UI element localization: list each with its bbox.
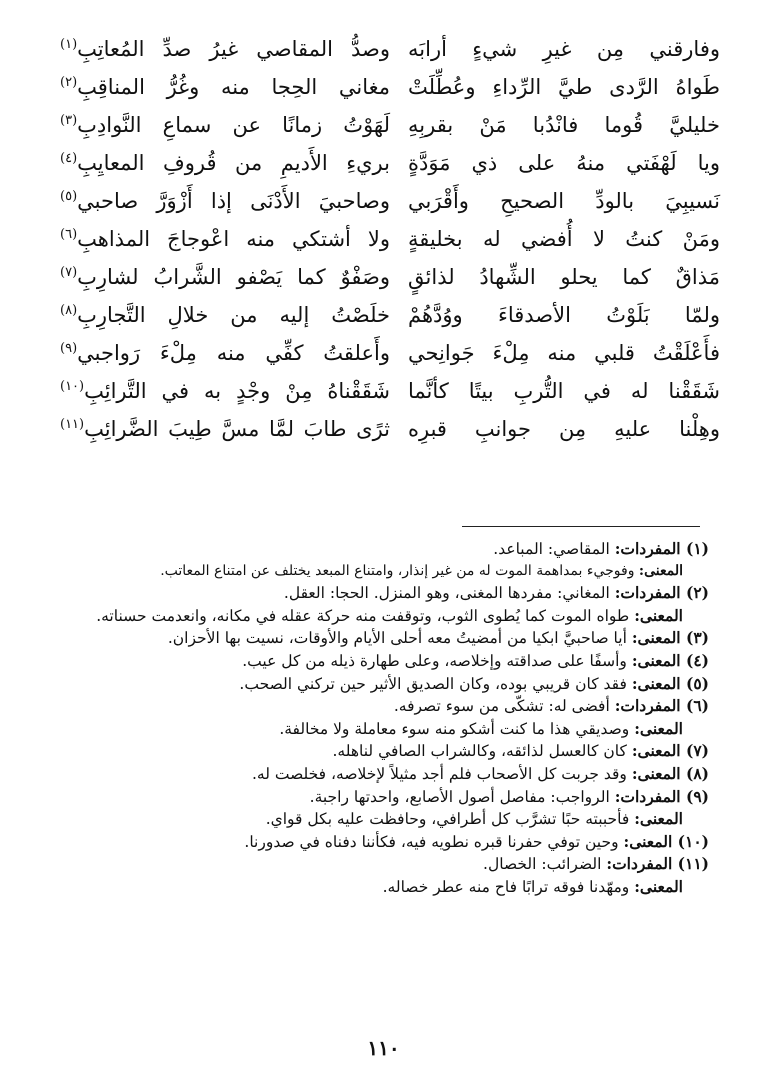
footnote-text: فأحببته حبًا تشرَّب كل أطرافي، وحافظت عليه بكل قواي. (265, 810, 635, 829)
footnote-label: (١١) المفردات: (606, 854, 709, 874)
footnotes (49, 538, 709, 899)
verse-line (60, 220, 720, 258)
verse-line (60, 334, 720, 372)
footnote-text: طواه الموت كما يُطوى الثوب، وتوقفت منه حركة عقله في مكانه، وانعدمت حسناته. (96, 606, 635, 625)
verse-first-hemistich: فأَعْلَقْتُ قلبي منه مِلْءَ جَوانِحي (408, 341, 720, 365)
verse-second-hemistich (60, 334, 390, 372)
footnote-entry (49, 718, 709, 741)
verse-second-text: وصاحبيَ الأَدْنَى إذا أَزْوَرَّ صاحبي (77, 189, 390, 213)
verse-line (60, 296, 720, 334)
footnote-entry (49, 853, 709, 876)
footnote-text: كان كالعسل لذائقه، وكالشراب الصافي لناهله. (332, 742, 632, 761)
footnote-label: (١) المفردات: (614, 539, 709, 558)
footnote-label: المعنى: (634, 605, 683, 625)
footnote-label: المعنى: (638, 562, 683, 579)
verse-second-text: لَهَوْتُ زمانًا عن سماعِ النَّوادِبِ (77, 113, 390, 137)
footnote-marker: (١١) (60, 417, 85, 432)
verse-first-hemistich: ويا لَهْفَتي منهُ على ذي مَوَدَّةٍ (408, 151, 720, 175)
footnote-entry (49, 561, 709, 583)
footnote-text: ومهّدنا فوقه ترابًا فاح منه عطر خصاله. (382, 877, 635, 896)
footnote-label: (٧) المعنى: (631, 741, 709, 761)
footnote-text: المغاني: مفردها المغنى، وهو المنزل. الحجا: العقل. (283, 584, 615, 603)
footnote-marker: (٥) (60, 189, 78, 204)
verse-second-hemistich (60, 410, 390, 448)
verse-second-text: شَقَقْناهُ مِنْ وجْدٍ به في التَّرائِبِ (84, 379, 390, 403)
verse-line (60, 182, 720, 220)
footnote-label: (٥) المعنى: (631, 673, 709, 693)
verse-second-text: مغاني الحِجا منه وغُرُّ المناقِبِ (77, 75, 390, 99)
verse-second-hemistich (60, 144, 390, 182)
verse-first-hemistich: وفارقني مِن غيرِ شيءٍ أرابَه (408, 37, 720, 61)
footnote-marker: (٨) (60, 303, 78, 318)
footnote-label: (٤) المعنى: (631, 650, 709, 670)
verse-line (60, 106, 720, 144)
footnote-label: (٩) المفردات: (614, 786, 709, 806)
verse-line (60, 30, 720, 68)
footnote-entry (49, 650, 709, 673)
footnote-entry (49, 605, 709, 628)
verse-first-hemistich: وهِلْنا عليهِ مِن جوانبِ قبرِه (408, 417, 720, 441)
verse-line (60, 410, 720, 448)
footnote-marker: (١) (60, 37, 78, 52)
footnote-text: الرواجب: مفاصل أصول الأصابع، واحدتها راجبة. (309, 787, 615, 806)
verse-second-hemistich (60, 182, 390, 220)
footnote-marker: (٤) (60, 151, 78, 166)
footnote-marker: (١٠) (60, 379, 85, 394)
verse-second-text: ولا أشتكي منه اعْوجاجَ المذاهبِ (77, 227, 390, 251)
verse-second-hemistich (60, 30, 390, 68)
footnote-text: وقد جربت كل الأصحاب فلم أجد مثيلاً لإخلاصه، فخلصت له. (252, 764, 632, 783)
footnote-label: (١٠) المعنى: (623, 831, 709, 851)
footnote-entry (49, 831, 709, 854)
verse-second-text: وأَعلقتُ كفِّي منه مِلْءَ رَواجبي (77, 341, 390, 365)
verse-first-hemistich: طَواهُ الرَّدى طيَّ الرِّداءِ وعُطِّلَتْ (408, 75, 720, 99)
poem (60, 30, 720, 448)
verse-first-hemistich: ولمّا بَلَوْتُ الأصدقاءَ ووُدَّهُمْ (408, 303, 720, 327)
footnote-text: وأسفًا على صداقته وإخلاصه، وعلى طهارة ذيله من كل عيب. (242, 651, 632, 670)
footnote-label: (٦) المفردات: (614, 696, 709, 716)
verse-first-hemistich: ومَنْ كنتُ لا أُفضي له بخليقةٍ (408, 227, 720, 251)
verse-line (60, 258, 720, 296)
footnote-entry (49, 695, 709, 718)
footnote-label: (٢) المفردات: (614, 583, 709, 603)
verse-second-hemistich (60, 258, 390, 296)
footnote-text: وحين توفي حفرنا قبره نطويه فيه، فكأننا دفناه في صدورنا. (244, 832, 624, 851)
verse-second-text: بريءِ الأَديمِ من قُروفِ المعايِبِ (77, 151, 390, 175)
footnote-entry (49, 538, 709, 561)
footnote-marker: (٧) (60, 265, 78, 280)
verse-first-hemistich: نَسيبِيَ بالودِّ الصحيحِ وأَقْرَبي (408, 189, 720, 213)
footnote-text: وفوجيء بمداهمة الموت له من غير إنذار، وامتناع المبعد يختلف عن امتناع المعاتب. (160, 562, 639, 579)
footnote-entry (49, 740, 709, 763)
footnote-text: أيا صاحبيَّ ابكيا من أمضيتُ معه أحلى الأيام والأوقات، نسيت بها الأحزان. (167, 629, 632, 648)
footnote-label: المعنى: (634, 809, 683, 829)
footnote-label: المعنى: (634, 876, 683, 896)
footnote-label: (٣) المعنى: (631, 628, 709, 648)
verse-second-text: وصَفْوٌ كما يَصْفو الشَّرابُ لشارِبِ (77, 265, 390, 289)
footnote-entry (49, 786, 709, 809)
footnote-label: (٨) المعنى: (631, 763, 709, 783)
verse-second-text: وصدُّ المقاصي غيرُ صدِّ المُعاتِبِ (77, 37, 390, 61)
footnote-marker: (٢) (60, 75, 78, 90)
verse-first-hemistich: مَذاقٌ كما يحلو الشِّهادُ لذائقٍ (408, 265, 720, 289)
footnote-entry (49, 763, 709, 786)
verse-line (60, 144, 720, 182)
page-number: ١١٠ (367, 1036, 400, 1060)
footnote-label: المعنى: (634, 718, 683, 738)
footnote-text: الضرائب: الخصال. (483, 855, 607, 874)
footnote-entry (49, 673, 709, 696)
footnote-text: أفضى له: تشكّى من سوء تصرفه. (393, 697, 615, 716)
verse-line (60, 372, 720, 410)
footnote-entry (49, 582, 709, 605)
verse-first-hemistich: شَقَقْنا له في التُّربِ بيتًا كأنَّما (408, 379, 720, 403)
footnote-marker: (٦) (60, 227, 78, 242)
footnote-entry (49, 876, 709, 899)
footnote-text: فقد كان قريبي بوده، وكان الصديق الأثير حين تركني الصحب. (239, 674, 632, 693)
footnote-divider (462, 526, 700, 527)
verse-second-text: ثرًى طابَ لمَّا مسَّ طِيبَ الضَّرائِبِ (84, 417, 390, 441)
verse-second-hemistich (60, 296, 390, 334)
footnote-entry (49, 808, 709, 831)
footnote-marker: (٣) (60, 113, 78, 128)
verse-first-hemistich: خليليَّ قُوما فانْدُبا مَنْ بقربِهِ (408, 113, 720, 137)
verse-second-hemistich (60, 372, 390, 410)
verse-line (60, 68, 720, 106)
verse-second-hemistich (60, 106, 390, 144)
verse-second-text: خلَصْتُ إليه من خلالِ التَّجارِبِ (77, 303, 390, 327)
footnote-entry (49, 627, 709, 650)
footnote-text: وصديقي هذا ما كنت أشكو منه سوء معاملة ولا مخالفة. (279, 719, 635, 738)
footnote-marker: (٩) (60, 341, 78, 356)
verse-second-hemistich (60, 68, 390, 106)
verse-second-hemistich (60, 220, 390, 258)
footnote-text: المقاصي: المباعد. (493, 540, 615, 558)
